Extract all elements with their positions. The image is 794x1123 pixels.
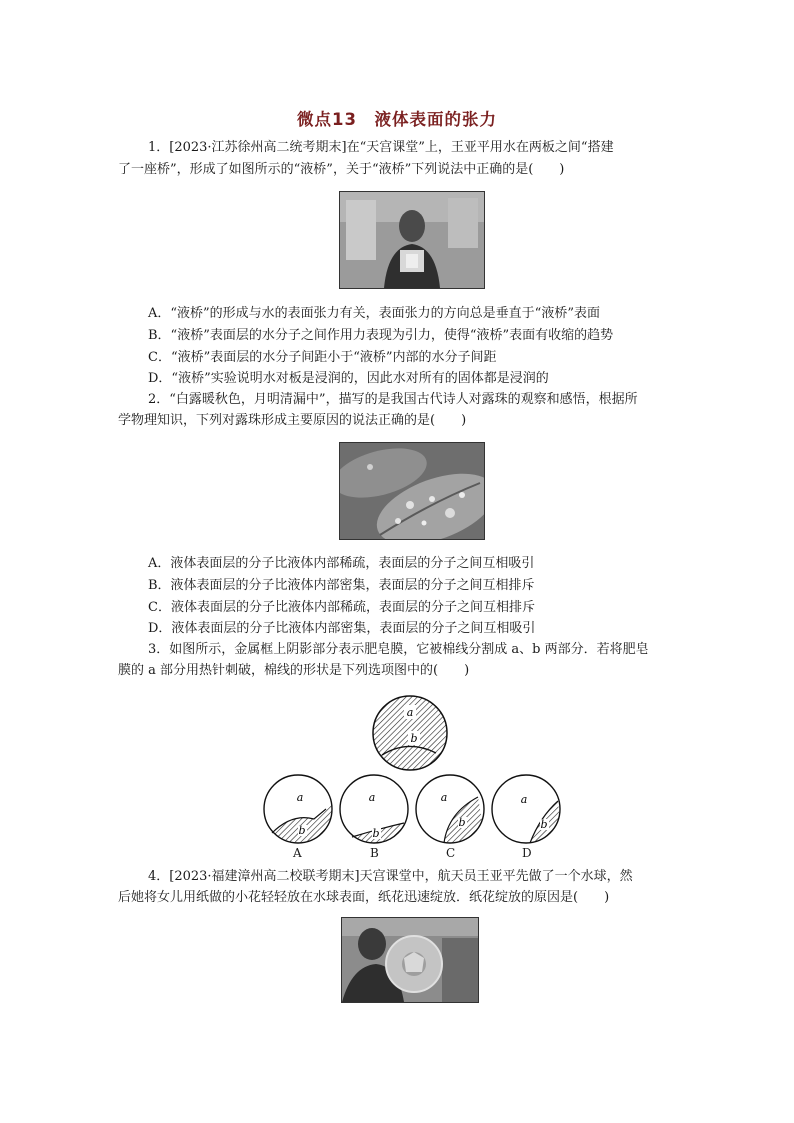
q3-soap-film-frame-diagram: [370, 693, 450, 773]
q2-option-c: C．液体表面层的分子比液体内部稀疏，表面层的分子之间互相排斥: [148, 600, 535, 615]
q2-option-b: B．液体表面层的分子比液体内部密集，表面层的分子之间互相排斥: [148, 578, 535, 593]
q4-stem-line1: 4．[2023·福建漳州高二校联考期末]天宫课堂中，航天员王亚平先做了一个水球，然: [148, 869, 633, 884]
option-c-label: C: [446, 846, 456, 860]
q3-region-a-label: a: [406, 706, 414, 719]
option-b-label: B: [370, 846, 379, 860]
q3-stem-line2: 膜的 a 部分用热针刺破，棉线的形状是下列选项图中的( ): [118, 663, 470, 678]
q1-option-d: D．“液桥”实验说明水对板是浸润的，因此水对所有的固体都是浸润的: [148, 371, 549, 386]
option-a-region-b-label: b: [298, 824, 306, 837]
q2-option-d: D．液体表面层的分子比液体内部密集，表面层的分子之间互相吸引: [148, 621, 536, 636]
q1-stem-line2: 了一座桥”，形成了如图所示的“液桥”，关于“液桥”下列说法中正确的是( ): [118, 162, 565, 177]
q3-option-a-diagram: [262, 773, 334, 845]
q2-stem-line1: 2．“白露暖秋色，月明清漏中”，描写的是我国古代诗人对露珠的观察和感悟，根据所: [148, 392, 638, 407]
option-b-region-b-label: b: [372, 827, 380, 840]
q1-option-c: C．“液桥”表面层的水分子间距小于“液桥”内部的水分子间距: [148, 350, 497, 365]
option-d-label: D: [522, 846, 532, 860]
q2-option-a: A．液体表面层的分子比液体内部稀疏，表面层的分子之间互相吸引: [148, 556, 535, 571]
option-b-region-a-label: a: [368, 791, 376, 804]
q4-water-ball-photo: [341, 917, 479, 1003]
option-d-region-b-label: b: [540, 818, 548, 831]
option-a-label: A: [293, 846, 302, 860]
option-c-region-a-label: a: [440, 791, 448, 804]
page-title: 微点13 液体表面的张力: [297, 110, 497, 129]
q3-stem-line1: 3．如图所示，金属框上阴影部分表示肥皂膜，它被棉线分割成 a、b 两部分．若将肥皂: [148, 642, 649, 657]
q3-option-b-diagram: [338, 773, 410, 845]
q2-stem-line2: 学物理知识，下列对露珠形成主要原因的说法正确的是( ): [118, 413, 467, 428]
q1-stem-line1: 1．[2023·江苏徐州高二统考期末]在“天宫课堂”上，王亚平用水在两板之间“搭建: [148, 140, 614, 155]
q3-option-c-diagram: [414, 773, 486, 845]
q4-stem-line2: 后她将女儿用纸做的小花轻轻放在水球表面，纸花迅速绽放．纸花绽放的原因是( ): [118, 890, 610, 905]
q1-option-a: A．“液桥”的形成与水的表面张力有关，表面张力的方向总是垂直于“液桥”表面: [148, 306, 600, 321]
q1-option-b: B．“液桥”表面层的水分子之间作用力表现为引力，使得“液桥”表面有收缩的趋势: [148, 328, 614, 343]
q3-option-d-diagram: [490, 773, 562, 845]
option-c-region-b-label: b: [458, 816, 466, 829]
q2-dew-leaf-photo: [339, 442, 485, 540]
q1-liquid-bridge-photo: [339, 191, 485, 289]
option-a-region-a-label: a: [296, 791, 304, 804]
option-d-region-a-label: a: [520, 793, 528, 806]
q3-region-b-label: b: [410, 732, 418, 745]
